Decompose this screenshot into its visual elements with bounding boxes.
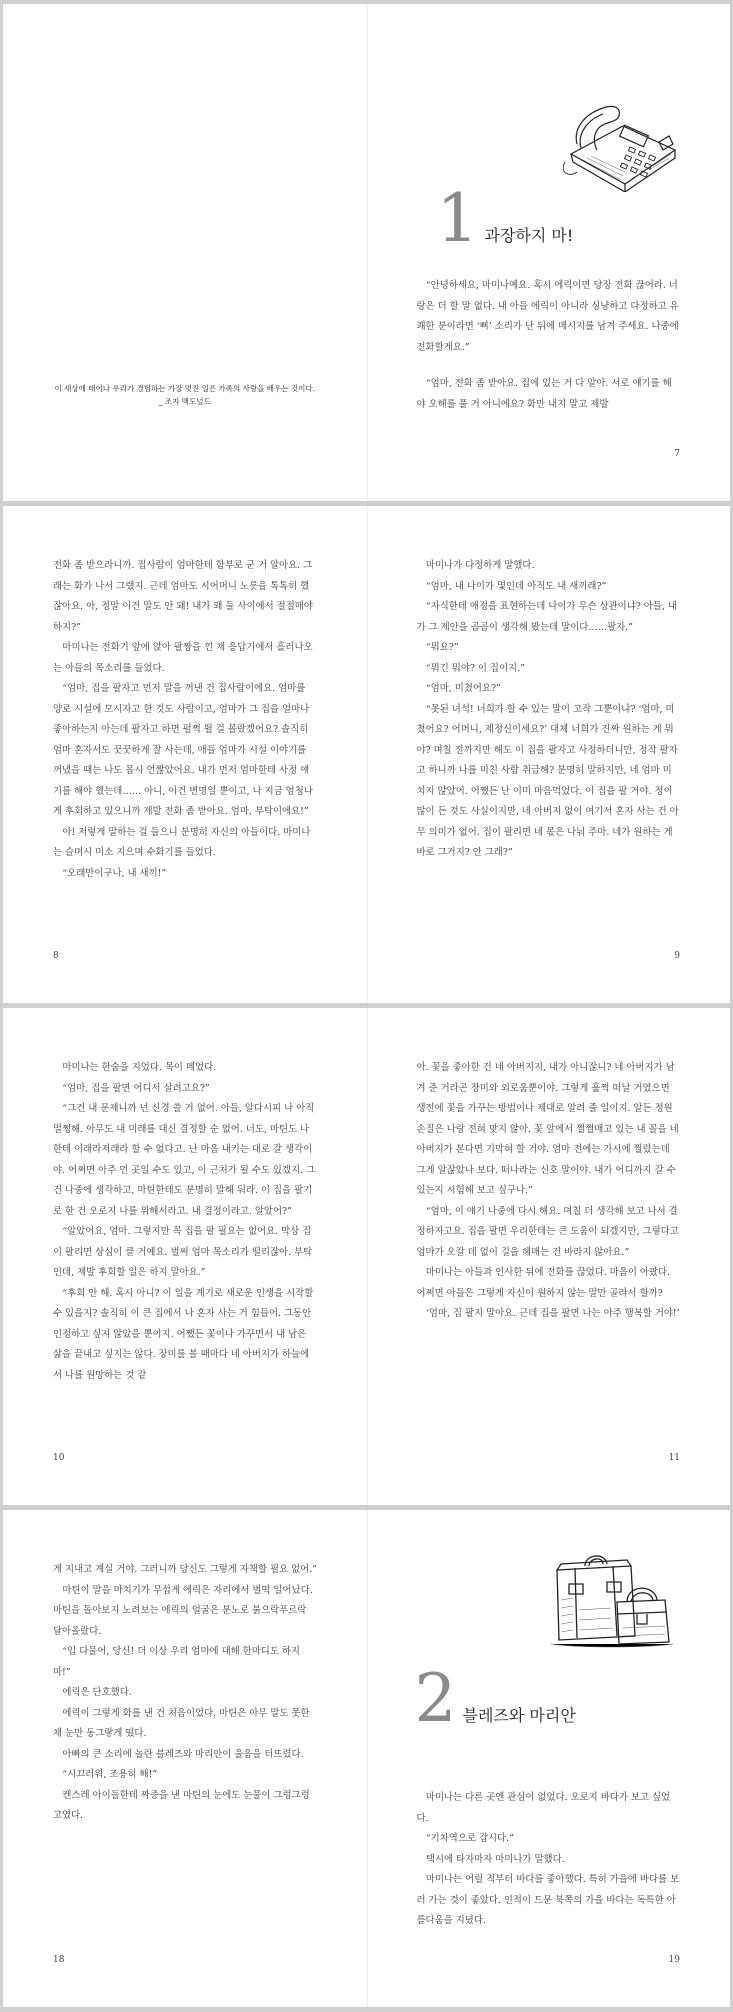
page-7: [367, 4, 731, 501]
chapter-heading: [436, 180, 574, 257]
paragraph: “후회 안 해. 혹시 아니? 이 일을 계기로 새로운 인생을 시작할 수 있을지? 솔직히 이 큰 집에서 나 혼자 사는 거 힘들어. 그동안 인정하고 싶지 않았을 뿐이지. 어쨌든 꽃이나 가꾸면서 내 남은 삶을 끝내고 싶지는 않다. 장미를 볼 때마다 네 아버지가 하늘에서 나를 원망하는 것 같: [53, 1287, 314, 1381]
page-number: 10: [53, 1453, 65, 1463]
paragraph: “그건 내 문제니까 넌 신경 쓸 거 없어. 아들, 알다시피 나 아직 멀쩡해. 아무도 내 미래를 대신 결정할 순 없어. 너도, 마틴도 나한테 이래라저래라 할 수 없다고. 난 마음 내키는 대로 갈 생각이야. 어쩌면 아주 먼 곳일 수도 있고, 이 근처가 될 수도 있겠지. 그건 나중에 생각하고, 마틴한테도 분명히 말해 둬라. 이 집을 팔기로 한 건 오로지 나를 위해서라고. 내 결정이라고. 알았어?”: [53, 1103, 316, 1217]
body-text: [53, 1058, 317, 1386]
epigraph-author: _ 조지 맥도널드: [158, 397, 211, 406]
page-number: 11: [668, 1453, 680, 1463]
paragraph: “엄마, 이 얘기 나중에 다시 해요. 며칠 더 생각해 보고 나서 결정하자고요. 집을 팔면 우리한테는 큰 도움이 되겠지만, 그렇다고 엄마가 오갈 데 없이 길을 헤매는 건 바라지 않아요.”: [416, 1205, 679, 1258]
page-number: 19: [668, 1955, 680, 1965]
paragraph: “자식한테 애정을 표현하는데 나이가 무슨 상관이냐? 아들, 내가 그 제안을 곰곰이 생각해 봤는데 말이다……팔자.”: [416, 601, 677, 633]
page-19: [367, 1510, 731, 2007]
paragraph: 아빠의 큰 소리에 놀란 블레즈와 마리안이 울음을 터뜨렸다.: [62, 1748, 304, 1760]
body-text: [417, 556, 681, 864]
paragraph: “오래만이구나, 내 새끼!”: [62, 867, 167, 879]
paragraph: ‘엄마, 집 팔지 말아요. 근데 집을 팔면 나는 아주 행복할 거야!’: [425, 1308, 680, 1319]
chapter-number: 2: [414, 1660, 457, 1737]
body-text: [53, 556, 317, 884]
body-text: [53, 1560, 317, 1827]
paragraph: “엄마, 미쳤어요?”: [425, 683, 501, 694]
paragraph: 아! 저렇게 말하는 걸 들으니 분명히 자신의 아들이다. 마미나는 슬며시 미소 지으며 수화기를 들었다.: [53, 826, 311, 858]
paragraph: 마미나는 한숨을 지었다. 목이 메었다.: [62, 1062, 217, 1073]
paragraph: 마미나는 다른 곳엔 관심이 없었다. 오로지 바다가 보고 싶었다.: [416, 1792, 671, 1824]
paragraph: “안녕하세요, 마미나예요. 혹시 에릭이면 당장 전화 끊어라. 너랑은 더 할 말 없다. 내 아들 에릭이 아니라 싱냥하고 다정하고 유쾌한 분이라면 ‘삐’ 소리가 난 뒤에 메시지를 남겨 주세요. 나중에 전화할게요.”: [416, 280, 679, 353]
paragraph: 마미나는 전화기 앞에 앉아 팔짱을 낀 채 응답기에서 흘러나오는 아들의 목소리를 들었다.: [53, 642, 313, 674]
spread-3: [3, 1008, 730, 1505]
page-number: 9: [674, 951, 680, 961]
suitcase-illustration: [547, 1540, 677, 1650]
paragraph: 에릭은 단호했다.: [62, 1687, 132, 1698]
paragraph: “알았어요, 엄마. 그렇지만 꼭 집을 팔 필요는 없어요. 막상 집이 팔리면 상심이 클 거예요. 벌써 엄마 목소리가 떨리잖아. 부탁인데, 제발 후회할 일은 하지 말아요.”: [53, 1226, 313, 1278]
page-8: [3, 506, 367, 1003]
page-10: [3, 1008, 367, 1505]
body-text: [417, 276, 681, 415]
paragraph: 아. 꽃을 좋아한 건 네 아버지지, 내가 아니잖니? 네 아버지가 남겨 준 거라곤 장미와 외로움뿐이야. 그렇게 훌쩍 떠날 거였으면 생전에 꽃을 가꾸는 방법이나 제대로 알려 줄 일이지. 알든 정원 손질은 나랑 전혀 맞지 않아. 꽃 앞에서 쩔쩔매고 있는 내 꼴을 네 아버지가 본다면 기막혀 할 거야. 엄마 전에는 가시에 찔렸는데 그게 알잖았나 보다. 떠나라는 신호 말이야. 내가 어디까지 갈 수 있는지 시험해 보고 싶구나.”: [416, 1062, 679, 1196]
paragraph: 에릭이 그렇게 화를 낸 건 처음이었다. 마틴은 아무 말도 못한 채 눈만 동그랗게 떴다.: [53, 1707, 310, 1739]
epigraph-quote: 이 세상에 태어나 우리가 경험하는 가장 멋진 일은 가족의 사랑을 배우는 것이다.: [54, 384, 315, 393]
paragraph: 마미나가 다정하게 말했다.: [425, 560, 535, 571]
paragraph: 켄스레 아이들한테 짜증을 낸 마틴의 눈에도 눈물이 그렁그렁 고였다.: [53, 1789, 310, 1821]
paragraph: 전화 좀 받으라니까. 집사람이 엄마한테 함부로 군 거 알아요. 그래는 화가 나서 그랬지. 근데 엄마도 시어머니 노릇을 톡톡히 했잖아요. 아, 정말 이건 말도 안 돼! 내가 왜 둘 사이에서 절절매야 하지?”: [53, 560, 313, 633]
page-9: [367, 506, 731, 1003]
paragraph: “뭐긴 뭐야? 이 집이지.”: [425, 662, 525, 674]
page-11: [367, 1008, 731, 1505]
paragraph: “뭐요?”: [425, 642, 459, 653]
paragraph: “엄마, 집을 팔면 어디서 살려고요?”: [62, 1082, 210, 1094]
chapter-title: 과장하지 마!: [484, 226, 574, 245]
paragraph: 마틴이 말을 마치기가 무섭게 에릭은 자리에서 벌떡 일어났다. 마틴을 돌아보지 노려보는 에릭의 얼굴은 분노로 붉으락푸르락 달아올랐다.: [53, 1584, 313, 1637]
paragraph: “입 다물어, 당신! 더 이상 우리 엄마에 대해 한마디도 하지 마!”: [53, 1646, 300, 1678]
page-6-epigraph: [3, 4, 367, 501]
paragraph: 게 지내고 계실 거야. 그러니까 당신도 그렇게 자책할 필요 없어.”: [53, 1564, 317, 1575]
paragraph: 마미나는 아들과 인사한 뒤에 전화를 끊었다. 마음이 아팠다. 어쩌면 아들은 그렇게 자신이 원하지 않는 말만 골라서 할까?: [416, 1267, 671, 1299]
page-number: 7: [674, 449, 680, 459]
paragraph: “시끄러워, 조용히 해!”: [62, 1769, 158, 1780]
paragraph: “기차역으로 갑시다.”: [425, 1833, 514, 1844]
page-number: 18: [53, 1955, 65, 1965]
paragraph: “엄마, 내 나이가 몇인데 아직도 내 새끼래?”: [425, 580, 607, 592]
spread-4: [3, 1510, 730, 2007]
page-number: 8: [53, 951, 59, 961]
paragraph: 택시에 타자마자 마미나가 말했다.: [425, 1853, 565, 1865]
telephone-illustration: [563, 92, 683, 192]
paragraph: 마미나는 어릴 적부터 바다를 좋아했다. 특히 가을에 바다를 보러 가는 것이 좋았다. 인적이 드문 북쪽의 가을 바다는 독특한 아름다움을 지녔다.: [416, 1874, 680, 1926]
body-text: [417, 1058, 681, 1325]
paragraph: “못된 녀석! 너희가 할 수 있는 말이 고작 그뿐이냐? ‘엄마, 미쳤어요? 어머니, 제정신이세요?’ 대체 너희가 진짜 원하는 게 뭐야? 며칠 전까지만 해도 이 집을 팔자고 사정하더니만, 정작 팔자고 하니까 나를 미친 사람 취급해? 분명히 말하지만, 네 엄마 미치지 않았어. 어쨌든 난 이미 마음먹었다. 이 집을 팔 거야. 정이 많이 든 것도 사실이지만, 네 아버지 없이 여기서 혼자 사는 건 아무 의미가 없어. 집이 팔리면 네 몫은 나눠 주마. 네가 원하는 게 바로 그거지? 안 그래?”: [416, 703, 679, 858]
spread-2: [3, 506, 730, 1003]
paragraph: “엄마, 집을 팔자고 먼저 말을 꺼낸 건 집사람이에요. 엄마를 양로 시설에 모시자고 한 것도 사람이고, 엄마가 그 집을 얼마나 좋아하는지 아는데 팔자고 하면 펄쩍 뛸 걸 몰랐겠어요? 솔직히 엄마 혼자서도 꿋꿋하게 잘 사는데, 애들 엄마가 시설 이야기를 꺼냈을 때는 나도 몹시 언짢았어요. 내가 먼저 엄마한테 사정 얘기를 해야 했는데…… 아니, 이건 변명일 뿐이고, 나 지금 엄청나게 후회하고 있으니까 제발 전화 좀 받아요. 엄마, 부탁이에요!”: [53, 683, 313, 817]
body-text: [417, 1788, 681, 1932]
chapter-title: 블레즈와 마리안: [462, 1706, 576, 1725]
paragraph: “엄마, 전화 좀 받아요. 집에 있는 거 다 알아. 서로 얘기를 해야 오해를 풀 거 아니에요? 화만 내지 말고 제발: [416, 378, 672, 410]
spread-1: [3, 4, 730, 501]
chapter-number: 1: [436, 180, 479, 257]
epigraph: [3, 382, 367, 408]
page-18: [3, 1510, 367, 2007]
chapter-heading: [414, 1660, 576, 1737]
